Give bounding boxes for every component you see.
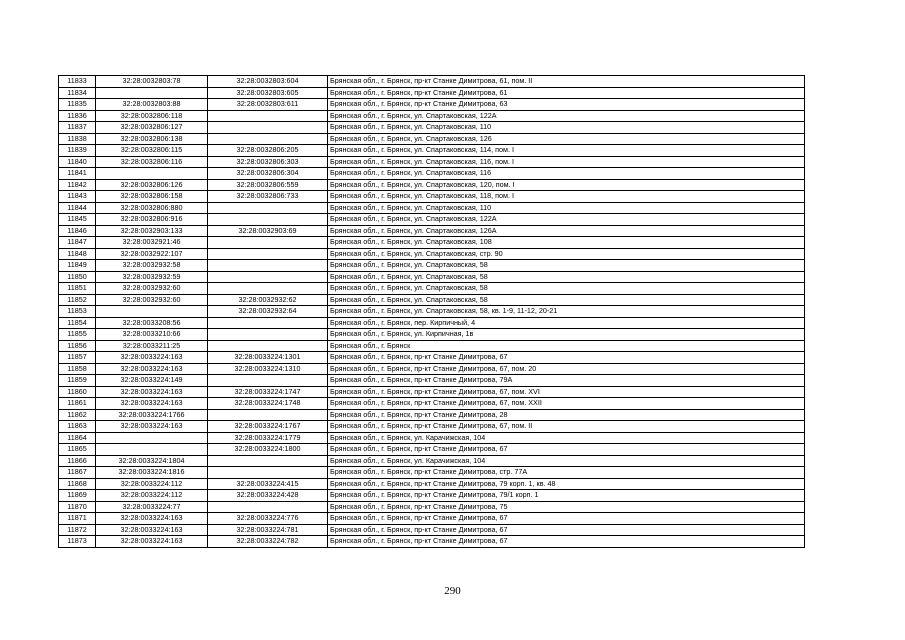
object-cadastral-number-cell (208, 110, 328, 122)
cadastral-number-cell: 32:28:0032803:78 (96, 76, 208, 88)
table-row (59, 168, 805, 180)
object-cadastral-number-cell (208, 329, 328, 341)
cadastral-number-cell: 32:28:0033224:163 (96, 363, 208, 375)
address-cell: Брянская обл., г. Брянск, ул. Спартаковская, 116 (328, 168, 805, 180)
row-number-cell: 11862 (59, 409, 96, 421)
object-cadastral-number-cell: 32:28:0032806:559 (208, 179, 328, 191)
cadastral-number-cell: 32:28:0033224:163 (96, 398, 208, 410)
address-cell: Брянская обл., г. Брянск, ул. Кирпичная, 1в (328, 329, 805, 341)
address-cell: Брянская обл., г. Брянск, ул. Спартаковская, 110 (328, 122, 805, 134)
address-cell: Брянская обл., г. Брянск (328, 340, 805, 352)
object-cadastral-number-cell (208, 375, 328, 387)
cadastral-number-cell: 32:28:0032903:133 (96, 225, 208, 237)
table-row (59, 375, 805, 387)
table-row (59, 513, 805, 525)
cadastral-number-cell: 32:28:0032932:58 (96, 260, 208, 272)
object-cadastral-number-cell (208, 214, 328, 226)
table-row (59, 191, 805, 203)
object-cadastral-number-cell: 32:28:0033224:1767 (208, 421, 328, 433)
table-row (59, 352, 805, 364)
address-cell: Брянская обл., г. Брянск, пр-кт Станке Димитрова, 67 (328, 352, 805, 364)
row-number-cell: 11843 (59, 191, 96, 203)
address-cell: Брянская обл., г. Брянск, ул. Спартаковская, 58 (328, 260, 805, 272)
table-row (59, 225, 805, 237)
cadastral-number-cell: 32:28:0033224:163 (96, 386, 208, 398)
table-row (59, 340, 805, 352)
object-cadastral-number-cell: 32:28:0033224:781 (208, 524, 328, 536)
cadastral-number-cell: 32:28:0032806:126 (96, 179, 208, 191)
table-row (59, 409, 805, 421)
cadastral-number-cell: 32:28:0033211:25 (96, 340, 208, 352)
object-cadastral-number-cell (208, 248, 328, 260)
object-cadastral-number-cell (208, 271, 328, 283)
address-cell: Брянская обл., г. Брянск, пр-кт Станке Димитрова, 67, пом. II (328, 421, 805, 433)
cadastral-number-cell: 32:28:0032806:116 (96, 156, 208, 168)
row-number-cell: 11846 (59, 225, 96, 237)
object-cadastral-number-cell: 32:28:0032806:205 (208, 145, 328, 157)
table-row (59, 76, 805, 88)
object-cadastral-number-cell (208, 133, 328, 145)
cadastral-number-cell: 32:28:0032932:60 (96, 294, 208, 306)
address-cell: Брянская обл., г. Брянск, ул. Карачижская, 104 (328, 432, 805, 444)
page-number: 290 (444, 585, 461, 597)
row-number-cell: 11848 (59, 248, 96, 260)
address-cell: Брянская обл., г. Брянск, ул. Спартаковская, 108 (328, 237, 805, 249)
table-row (59, 317, 805, 329)
object-cadastral-number-cell (208, 409, 328, 421)
row-number-cell: 11850 (59, 271, 96, 283)
object-cadastral-number-cell: 32:28:0033224:1301 (208, 352, 328, 364)
row-number-cell: 11834 (59, 87, 96, 99)
address-cell: Брянская обл., г. Брянск, ул. Спартаковская, 114, пом. I (328, 145, 805, 157)
cadastral-number-cell: 32:28:0033224:163 (96, 524, 208, 536)
address-cell: Брянская обл., г. Брянск, ул. Спартаковская, 58 (328, 294, 805, 306)
address-cell: Брянская обл., г. Брянск, ул. Спартаковская, 58, кв. 1-9, 11-12, 20-21 (328, 306, 805, 318)
table-row (59, 283, 805, 295)
cadastral-number-cell: 32:28:0032922:107 (96, 248, 208, 260)
row-number-cell: 11840 (59, 156, 96, 168)
cadastral-number-cell: 32:28:0033224:163 (96, 421, 208, 433)
table-row (59, 156, 805, 168)
cadastral-number-cell: 32:28:0033224:1816 (96, 467, 208, 479)
table-row (59, 306, 805, 318)
table-row (59, 110, 805, 122)
registry-table (58, 75, 805, 548)
row-number-cell: 11836 (59, 110, 96, 122)
address-cell: Брянская обл., г. Брянск, ул. Спартаковская, 122А (328, 214, 805, 226)
row-number-cell: 11856 (59, 340, 96, 352)
row-number-cell: 11866 (59, 455, 96, 467)
row-number-cell: 11872 (59, 524, 96, 536)
cadastral-number-cell: 32:28:0033224:163 (96, 352, 208, 364)
object-cadastral-number-cell: 32:28:0033224:415 (208, 478, 328, 490)
object-cadastral-number-cell (208, 317, 328, 329)
table-row (59, 386, 805, 398)
row-number-cell: 11870 (59, 501, 96, 513)
cadastral-number-cell: 32:28:0033224:1766 (96, 409, 208, 421)
address-cell: Брянская обл., г. Брянск, пр-кт Станке Димитрова, 79/1 корп. 1 (328, 490, 805, 502)
table-row (59, 432, 805, 444)
address-cell: Брянская обл., г. Брянск, пр-кт Станке Димитрова, 61, пом. II (328, 76, 805, 88)
object-cadastral-number-cell: 32:28:0033224:1800 (208, 444, 328, 456)
cadastral-number-cell: 32:28:0032806:138 (96, 133, 208, 145)
address-cell: Брянская обл., г. Брянск, пр-кт Станке Димитрова, 67 (328, 524, 805, 536)
cadastral-number-cell: 32:28:0032806:880 (96, 202, 208, 214)
address-cell: Брянская обл., г. Брянск, пр-кт Станке Димитрова, 67, пом. XVI (328, 386, 805, 398)
table-row (59, 271, 805, 283)
cadastral-number-cell: 32:28:0032806:115 (96, 145, 208, 157)
cadastral-number-cell: 32:28:0033224:77 (96, 501, 208, 513)
object-cadastral-number-cell: 32:28:0032803:604 (208, 76, 328, 88)
table-row (59, 490, 805, 502)
cadastral-number-cell: 32:28:0033224:149 (96, 375, 208, 387)
object-cadastral-number-cell (208, 202, 328, 214)
object-cadastral-number-cell: 32:28:0033224:776 (208, 513, 328, 525)
address-cell: Брянская обл., г. Брянск, ул. Спартаковская, 110 (328, 202, 805, 214)
row-number-cell: 11837 (59, 122, 96, 134)
row-number-cell: 11847 (59, 237, 96, 249)
address-cell: Брянская обл., г. Брянск, ул. Спартаковская, 126А (328, 225, 805, 237)
table-row (59, 122, 805, 134)
object-cadastral-number-cell: 32:28:0032932:62 (208, 294, 328, 306)
address-cell: Брянская обл., г. Брянск, пр-кт Станке Димитрова, 67 (328, 513, 805, 525)
cadastral-number-cell: 32:28:0032921:46 (96, 237, 208, 249)
address-cell: Брянская обл., г. Брянск, пр-кт Станке Димитрова, 79А (328, 375, 805, 387)
row-number-cell: 11867 (59, 467, 96, 479)
object-cadastral-number-cell: 32:28:0032806:733 (208, 191, 328, 203)
row-number-cell: 11841 (59, 168, 96, 180)
object-cadastral-number-cell: 32:28:0033224:428 (208, 490, 328, 502)
cadastral-number-cell: 32:28:0033210:66 (96, 329, 208, 341)
object-cadastral-number-cell (208, 122, 328, 134)
table-row (59, 294, 805, 306)
table-row (59, 467, 805, 479)
cadastral-number-cell: 32:28:0032932:59 (96, 271, 208, 283)
cadastral-number-cell (96, 432, 208, 444)
table-row (59, 398, 805, 410)
address-cell: Брянская обл., г. Брянск, пр-кт Станке Димитрова, 79 корп. 1, кв. 48 (328, 478, 805, 490)
address-cell: Брянская обл., г. Брянск, ул. Спартаковская, 58 (328, 271, 805, 283)
row-number-cell: 11833 (59, 76, 96, 88)
table-row (59, 524, 805, 536)
table-row (59, 99, 805, 111)
object-cadastral-number-cell (208, 455, 328, 467)
cadastral-number-cell (96, 168, 208, 180)
cadastral-number-cell: 32:28:0033224:112 (96, 490, 208, 502)
row-number-cell: 11849 (59, 260, 96, 272)
address-cell: Брянская обл., г. Брянск, пр-кт Станке Димитрова, 63 (328, 99, 805, 111)
row-number-cell: 11845 (59, 214, 96, 226)
table-row (59, 214, 805, 226)
cadastral-number-cell: 32:28:0032932:60 (96, 283, 208, 295)
object-cadastral-number-cell: 32:28:0033224:1748 (208, 398, 328, 410)
row-number-cell: 11851 (59, 283, 96, 295)
table-row (59, 145, 805, 157)
address-cell: Брянская обл., г. Брянск, пр-кт Станке Димитрова, стр. 77А (328, 467, 805, 479)
object-cadastral-number-cell (208, 467, 328, 479)
address-cell: Брянская обл., г. Брянск, ул. Спартаковская, 122А (328, 110, 805, 122)
cadastral-number-cell: 32:28:0032806:118 (96, 110, 208, 122)
address-cell: Брянская обл., г. Брянск, пер. Кирпичный, 4 (328, 317, 805, 329)
cadastral-number-cell (96, 87, 208, 99)
row-number-cell: 11863 (59, 421, 96, 433)
row-number-cell: 11868 (59, 478, 96, 490)
row-number-cell: 11854 (59, 317, 96, 329)
row-number-cell: 11838 (59, 133, 96, 145)
object-cadastral-number-cell: 32:28:0032803:611 (208, 99, 328, 111)
object-cadastral-number-cell: 32:28:0033224:1779 (208, 432, 328, 444)
object-cadastral-number-cell: 32:28:0033224:1310 (208, 363, 328, 375)
object-cadastral-number-cell: 32:28:0032903:69 (208, 225, 328, 237)
table-row (59, 202, 805, 214)
address-cell: Брянская обл., г. Брянск, ул. Спартаковская, стр. 90 (328, 248, 805, 260)
address-cell: Брянская обл., г. Брянск, пр-кт Станке Димитрова, 28 (328, 409, 805, 421)
cadastral-number-cell: 32:28:0033224:1804 (96, 455, 208, 467)
cadastral-number-cell: 32:28:0032803:88 (96, 99, 208, 111)
address-cell: Брянская обл., г. Брянск, пр-кт Станке Димитрова, 67 (328, 536, 805, 548)
cadastral-number-cell: 32:28:0032806:916 (96, 214, 208, 226)
address-cell: Брянская обл., г. Брянск, ул. Спартаковская, 126 (328, 133, 805, 145)
object-cadastral-number-cell (208, 237, 328, 249)
registry-table-body (59, 76, 805, 548)
table-row (59, 421, 805, 433)
address-cell: Брянская обл., г. Брянск, ул. Спартаковская, 116, пом. I (328, 156, 805, 168)
row-number-cell: 11860 (59, 386, 96, 398)
table-row (59, 260, 805, 272)
cadastral-number-cell: 32:28:0033208:56 (96, 317, 208, 329)
object-cadastral-number-cell: 32:28:0032806:303 (208, 156, 328, 168)
address-cell: Брянская обл., г. Брянск, пр-кт Станке Димитрова, 75 (328, 501, 805, 513)
table-row (59, 478, 805, 490)
cadastral-number-cell: 32:28:0033224:163 (96, 536, 208, 548)
address-cell: Брянская обл., г. Брянск, ул. Спартаковская, 58 (328, 283, 805, 295)
row-number-cell: 11853 (59, 306, 96, 318)
object-cadastral-number-cell: 32:28:0033224:782 (208, 536, 328, 548)
row-number-cell: 11852 (59, 294, 96, 306)
cadastral-number-cell: 32:28:0033224:112 (96, 478, 208, 490)
table-row (59, 329, 805, 341)
address-cell: Брянская обл., г. Брянск, пр-кт Станке Димитрова, 67 (328, 444, 805, 456)
object-cadastral-number-cell: 32:28:0032803:605 (208, 87, 328, 99)
address-cell: Брянская обл., г. Брянск, ул. Спартаковская, 120, пом. I (328, 179, 805, 191)
address-cell: Брянская обл., г. Брянск, ул. Карачижская, 104 (328, 455, 805, 467)
row-number-cell: 11839 (59, 145, 96, 157)
row-number-cell: 11865 (59, 444, 96, 456)
address-cell: Брянская обл., г. Брянск, ул. Спартаковская, 118, пом. I (328, 191, 805, 203)
row-number-cell: 11858 (59, 363, 96, 375)
object-cadastral-number-cell: 32:28:0032806:304 (208, 168, 328, 180)
cadastral-number-cell: 32:28:0032806:127 (96, 122, 208, 134)
cadastral-number-cell (96, 306, 208, 318)
cadastral-number-cell (96, 444, 208, 456)
object-cadastral-number-cell (208, 340, 328, 352)
table-row (59, 248, 805, 260)
row-number-cell: 11835 (59, 99, 96, 111)
table-row (59, 179, 805, 191)
table-row (59, 363, 805, 375)
object-cadastral-number-cell (208, 260, 328, 272)
table-row (59, 501, 805, 513)
row-number-cell: 11873 (59, 536, 96, 548)
row-number-cell: 11861 (59, 398, 96, 410)
table-row (59, 536, 805, 548)
row-number-cell: 11842 (59, 179, 96, 191)
object-cadastral-number-cell: 32:28:0033224:1747 (208, 386, 328, 398)
table-row (59, 237, 805, 249)
row-number-cell: 11859 (59, 375, 96, 387)
object-cadastral-number-cell (208, 283, 328, 295)
table-row (59, 87, 805, 99)
address-cell: Брянская обл., г. Брянск, пр-кт Станке Димитрова, 61 (328, 87, 805, 99)
object-cadastral-number-cell: 32:28:0032932:64 (208, 306, 328, 318)
row-number-cell: 11869 (59, 490, 96, 502)
table-row (59, 444, 805, 456)
object-cadastral-number-cell (208, 501, 328, 513)
address-cell: Брянская обл., г. Брянск, пр-кт Станке Димитрова, 67, пом. 20 (328, 363, 805, 375)
row-number-cell: 11855 (59, 329, 96, 341)
row-number-cell: 11844 (59, 202, 96, 214)
row-number-cell: 11871 (59, 513, 96, 525)
cadastral-number-cell: 32:28:0032806:158 (96, 191, 208, 203)
table-row (59, 133, 805, 145)
cadastral-number-cell: 32:28:0033224:163 (96, 513, 208, 525)
row-number-cell: 11864 (59, 432, 96, 444)
address-cell: Брянская обл., г. Брянск, пр-кт Станке Димитрова, 67, пом. XXII (328, 398, 805, 410)
table-row (59, 455, 805, 467)
row-number-cell: 11857 (59, 352, 96, 364)
